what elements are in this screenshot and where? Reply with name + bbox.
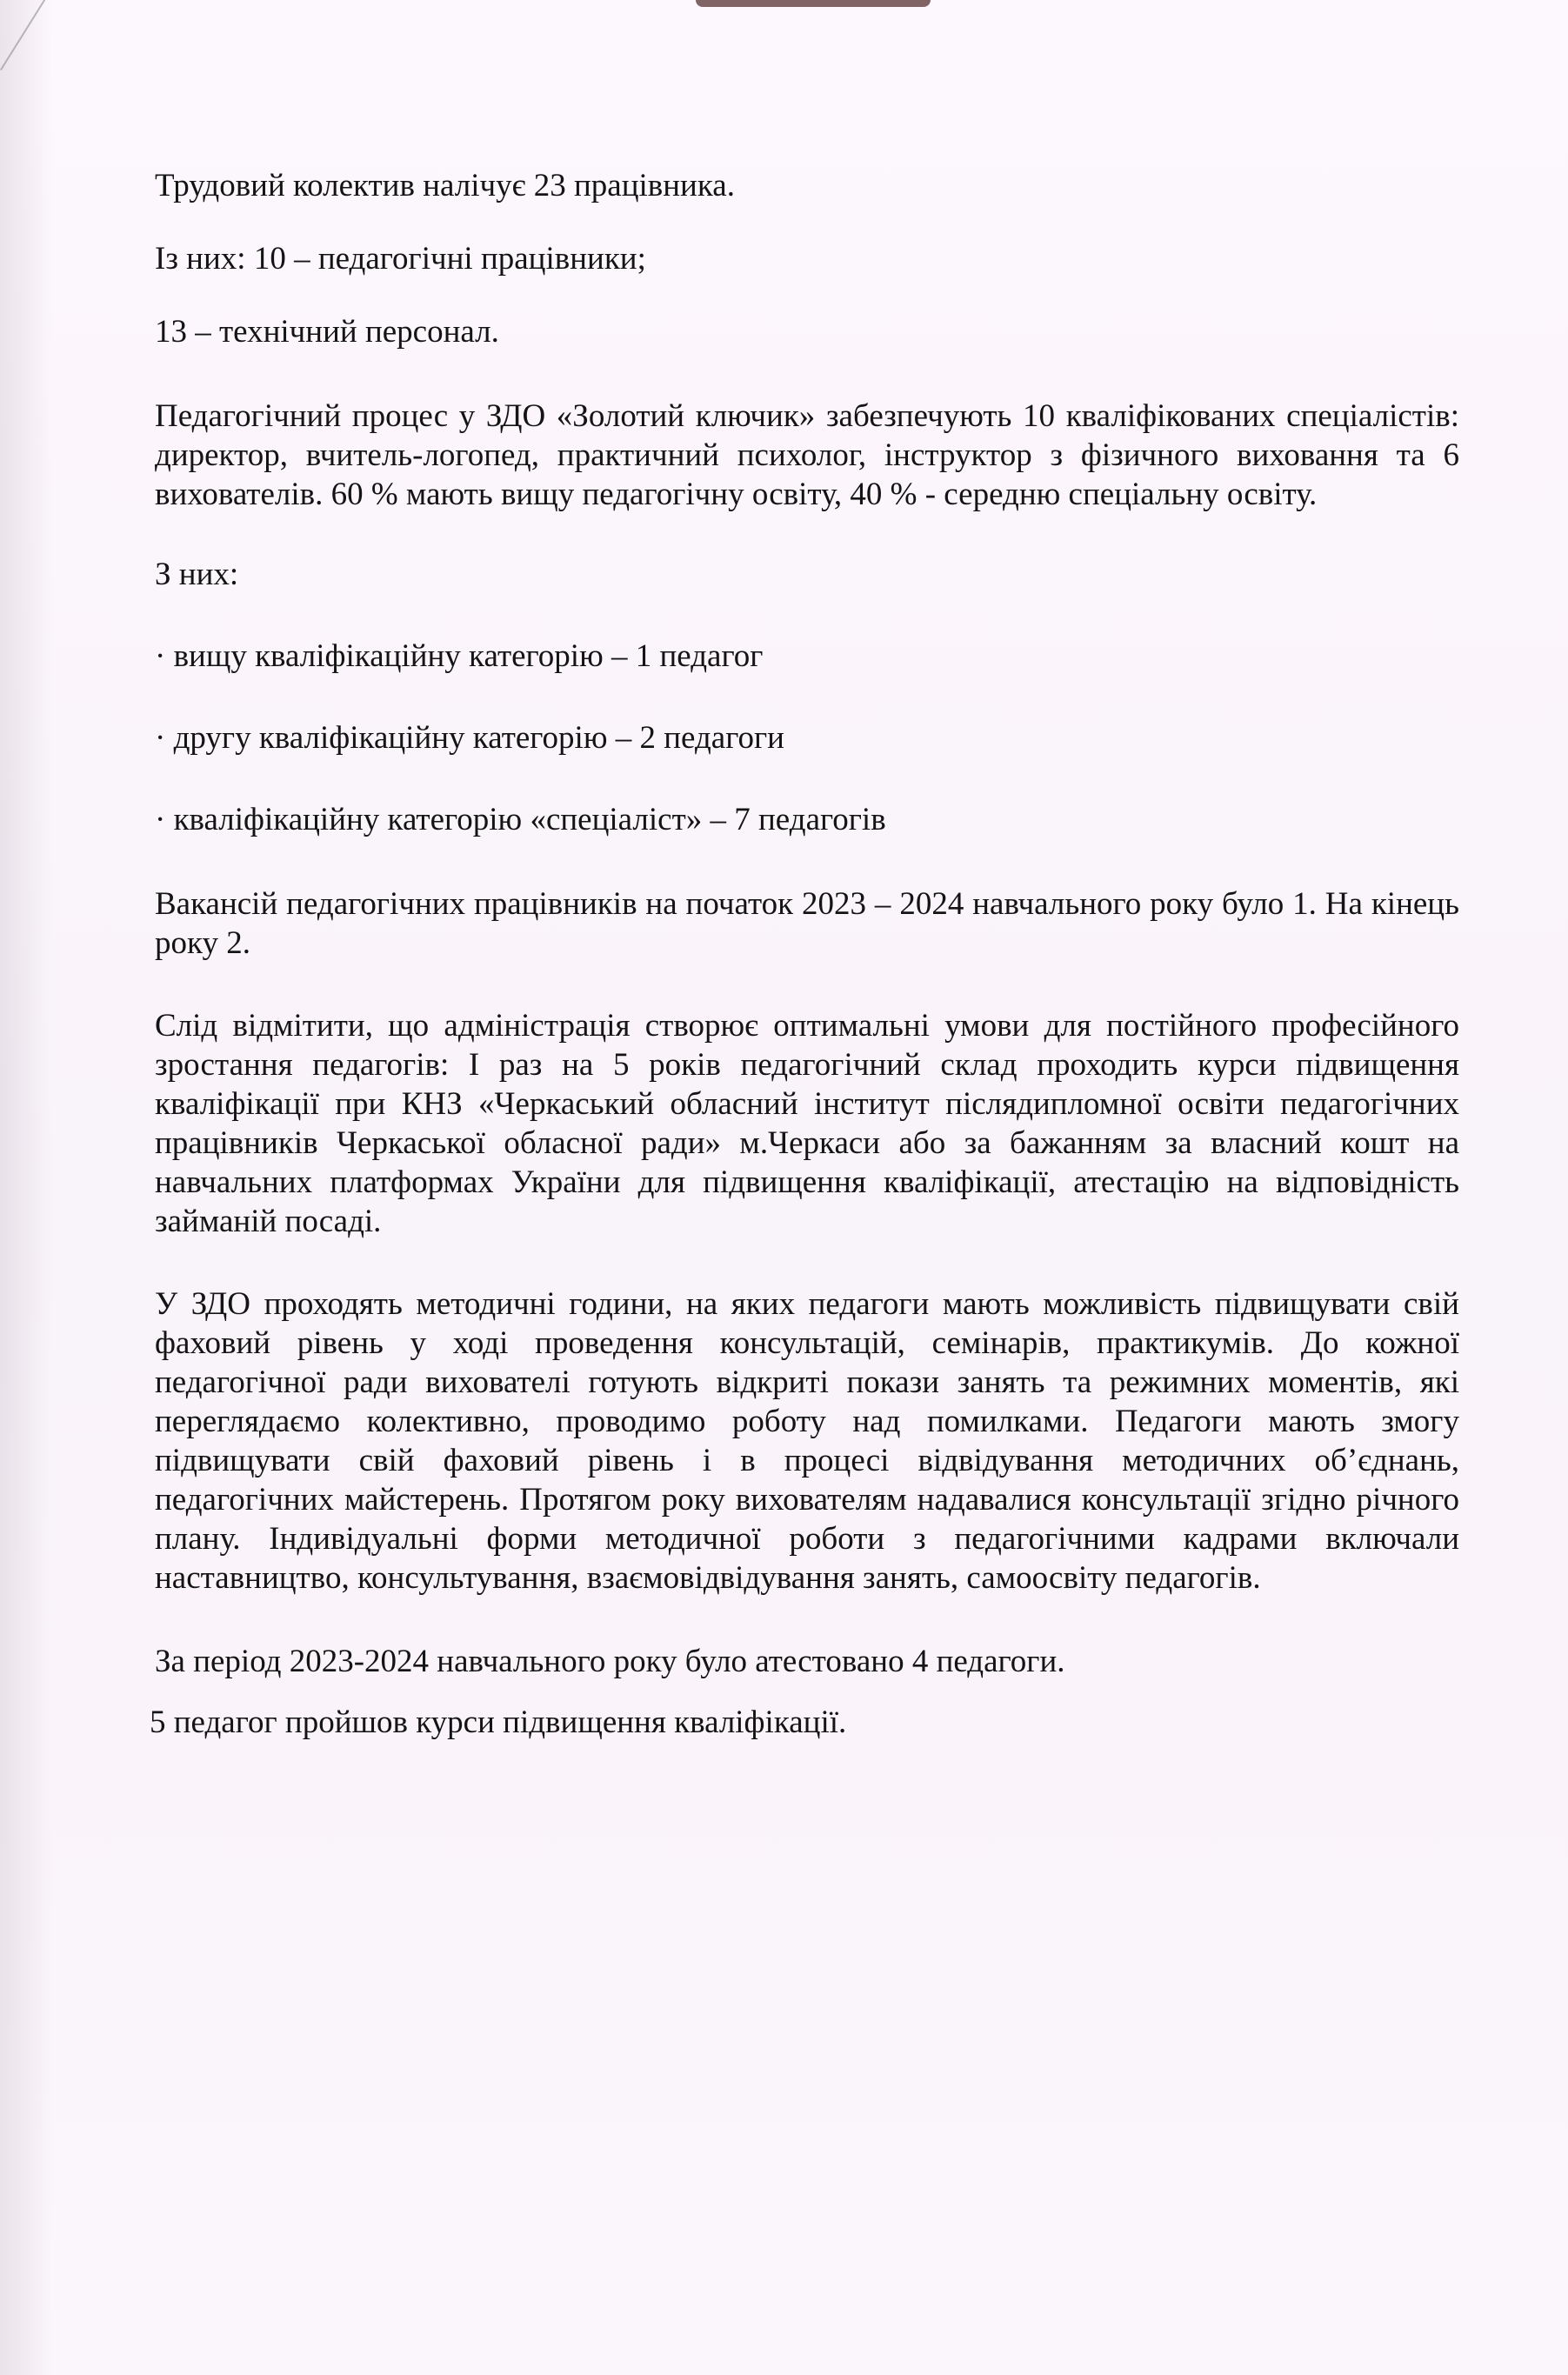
staff-pedagogical: Із них: 10 – педагогічні працівники; (155, 241, 646, 277)
fold-shadow (0, 0, 52, 2375)
paragraph-administration: Слід відмітити, що адміністрація створює оптимальні умови для постійного професійного зростання педагогів: І раз на 5 років педагогічний склад проходить курси підвищення кваліфікації при КНЗ «Черкаський обласний інститут післядипломної освіти педагогічних працівників Черкаської обласної ради» м.Черкаси або за бажанням за власний кошт на навчальних платформах України для підвищення кваліфікації, атестацію на відповідність займаній посаді. (155, 1008, 1459, 1239)
category-higher: · вищу кваліфікаційну категорію – 1 педагог (155, 638, 764, 674)
of-them-label: З них: (155, 557, 239, 592)
staff-total: Трудовий колектив налічує 23 працівника. (155, 168, 735, 203)
paragraph-vacancies: Вакансій педагогічних працівників на початок 2023 – 2024 навчального року було 1. На кінець року 2. (155, 886, 1459, 961)
courses-line: 5 педагог пройшов курси підвищення кваліфікації. (150, 1705, 847, 1740)
corner-crease (0, 0, 57, 70)
document-body (150, 165, 1459, 1744)
category-specialist: · кваліфікаційну категорію «спеціаліст» – 7 педагогів (155, 802, 886, 837)
attestation-line: За період 2023-2024 навчального року було атестовано 4 педагоги. (155, 1644, 1065, 1679)
paragraph-specialists: Педагогічний процес у ЗДО «Золотий ключик» забезпечують 10 кваліфікованих спеціалістів: директор, вчитель-логопед, практичний психолог, інструктор з фізичного виховання та 6 вихователів. 60 % мають вищу педагогічну освіту, 40 % - середню спеціальну освіту. (155, 398, 1459, 512)
category-second: · другу кваліфікаційну категорію – 2 педагоги (155, 720, 784, 756)
top-edge-stain (696, 0, 931, 7)
paragraph-methodical: У ЗДО проходять методичні години, на яких педагоги мають можливість підвищувати свій фаховий рівень у ході проведення консультацій, семінарів, практикумів. До кожної педагогічної ради вихователі готують відкриті покази занять та режимних моментів, які переглядаємо колективно, проводимо роботу над помилками. Педагоги мають змогу підвищувати свій фаховий рівень і в процесі відвідування методичних об’єднань, педагогічних майстерень. Протягом року вихователям надавалися консультації згідно річного плану. Індивідуальні форми методичної роботи з педагогічними кадрами включали наставництво, консультування, взаємовідвідування занять, самоосвіту педагогів. (155, 1286, 1459, 1596)
staff-technical: 13 – технічний персонал. (155, 314, 499, 350)
